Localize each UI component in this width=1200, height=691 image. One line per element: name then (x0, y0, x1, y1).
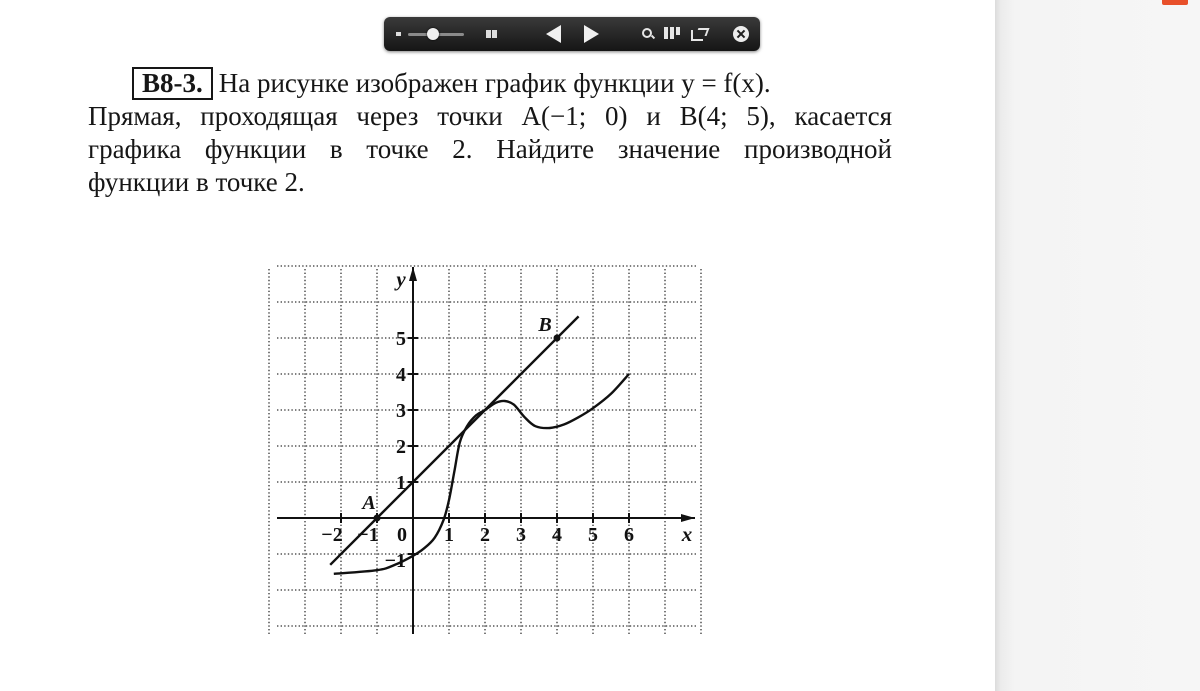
x-tick-label: 3 (516, 524, 526, 546)
problem-line-1-text: На рисунке изображен график функции y = f(x). (218, 68, 771, 98)
y-tick-label: 2 (396, 436, 406, 458)
x-tick-label: 4 (552, 524, 562, 546)
x-tick-label: 6 (624, 524, 634, 546)
problem-label: B8-3. (132, 67, 213, 100)
problem-line-2: Прямая, проходящая через точки A(−1; 0) и B(4; 5), касается (88, 101, 892, 131)
search-icon[interactable] (641, 26, 655, 40)
problem-text (88, 67, 892, 199)
function-graph (260, 255, 720, 640)
graph-svg (260, 255, 720, 635)
origin-label: 0 (397, 524, 407, 546)
x-tick-label: 5 (588, 524, 598, 546)
y-tick-label: 1 (396, 472, 406, 494)
viewer-toolbar (384, 17, 760, 51)
next-page-button[interactable] (581, 24, 601, 44)
x-tick-label: 1 (444, 524, 454, 546)
y-tick-label: 5 (396, 328, 406, 350)
share-icon[interactable] (691, 27, 707, 41)
previous-page-button[interactable] (544, 24, 564, 44)
y-axis-arrow (409, 267, 417, 281)
problem-line-3: графика функции в точке 2. Найдите значение производной (88, 134, 892, 164)
point-label-b: B (538, 314, 552, 336)
point-label-a: A (362, 492, 376, 514)
point-b (554, 335, 561, 342)
side-panel (995, 0, 1200, 691)
x-tick-label: 2 (480, 524, 490, 546)
y-tick-label: 4 (396, 364, 406, 386)
zoom-out-icon[interactable] (396, 32, 401, 36)
point-a (374, 515, 381, 522)
x-tick-label: −1 (357, 524, 379, 546)
y-axis-label: y (396, 267, 406, 291)
x-axis-arrow (681, 514, 695, 522)
close-icon[interactable] (733, 26, 749, 42)
bookmark-marker[interactable] (1162, 0, 1188, 5)
x-axis-label: x (681, 522, 693, 546)
thumbnails-icon[interactable] (664, 27, 681, 41)
problem-line-4: функции в точке 2. (88, 167, 305, 197)
y-tick-label: −1 (384, 550, 406, 572)
x-tick-label: −2 (321, 524, 343, 546)
tangent-line (330, 316, 578, 564)
zoom-slider-thumb[interactable] (427, 28, 439, 40)
y-tick-label: 3 (396, 400, 406, 422)
zoom-in-icon[interactable] (486, 30, 497, 38)
problem-line-1 (88, 67, 892, 100)
